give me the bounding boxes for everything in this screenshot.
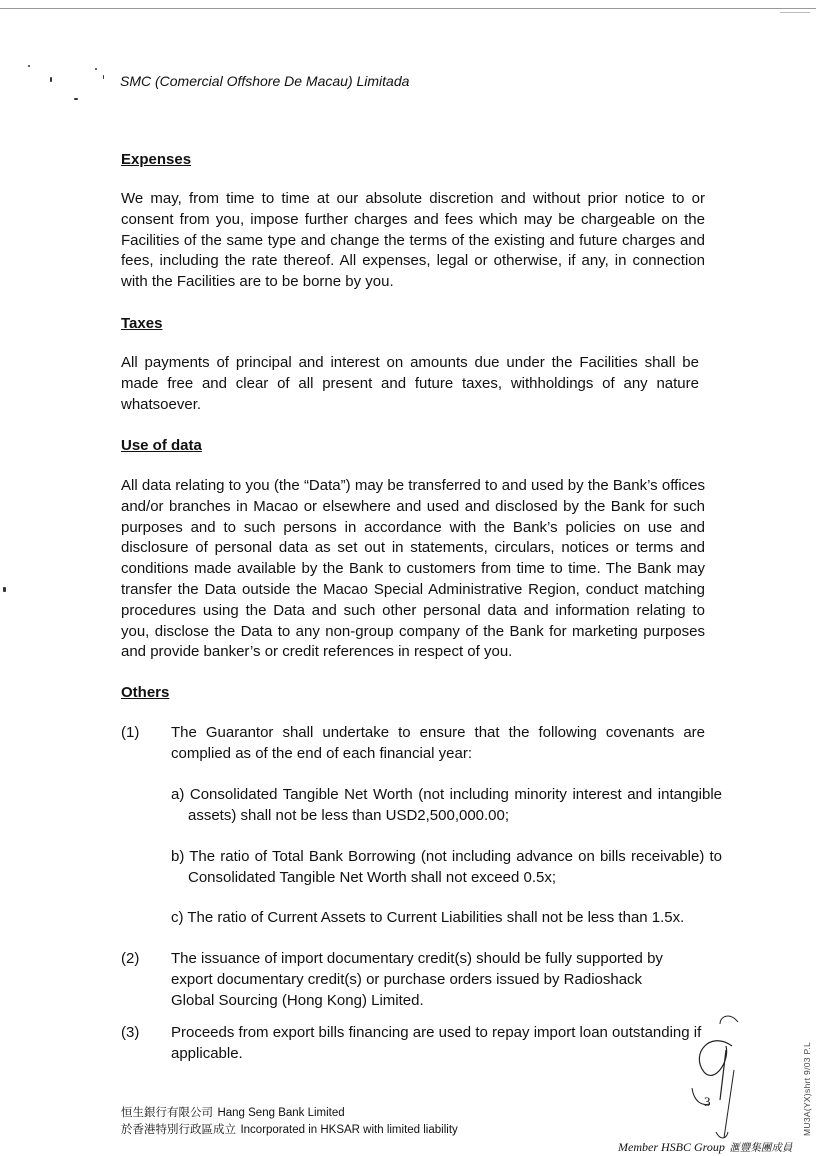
taxes-body: All payments of principal and interest on amounts due under the Facilities shall be made free and clear of all present and future taxes, withholdings of any nature whatsoever.: [121, 354, 699, 413]
item-text: Proceeds from export bills financing are used to repay import loan outstanding if applicable.: [171, 1024, 702, 1062]
scan-speck: [95, 68, 97, 70]
bank-name-chinese: 恒生銀行有限公司: [121, 1105, 213, 1119]
others-heading: Others: [121, 684, 170, 701]
item-number: (1): [121, 724, 140, 741]
top-scan-line: [0, 8, 816, 9]
form-code: MU3A(YX)shrt 9/03 P.L: [802, 1041, 812, 1136]
member-hsbc-group: [618, 1138, 792, 1156]
incorporation-english: Incorporated in HKSAR with limited liability: [240, 1124, 458, 1136]
sub-item: c) The ratio of Current Assets to Current Liabilities shall not be less than 1.5x.: [171, 909, 685, 926]
use-of-data-heading: Use of data: [121, 437, 202, 454]
page-number: 3: [704, 1094, 711, 1109]
sub-item: a) Consolidated Tangible Net Worth (not including minority interest and intangible assets) shall not be less than USD2,500,000.00;: [171, 786, 722, 824]
scan-speck: [3, 587, 6, 592]
scan-speck: [74, 98, 78, 100]
member-text-english: Member HSBC Group: [618, 1140, 725, 1154]
expenses-body: We may, from time to time at our absolute discretion and without prior notice to or consent from you, impose further charges and fees which may be chargeable on the Facilities of the same type and change the terms of the existing and future charges and fees, including the rate thereof. All expenses, legal or otherwise, if any, in connection with the Facilities are to be borne by you.: [121, 190, 705, 291]
item-number: (3): [121, 1024, 140, 1041]
use-of-data-body: All data relating to you (the “Data”) may be transferred to and used by the Bank’s offices and/or branches in Macao or elsewhere and used and disclosed by the Bank for such purposes and to such persons in accordance with the Bank’s policies on use and disclosure of personal data as set out in statements, circulars, notices or terms and conditions made available by the Bank to customers from time to time. The Bank may transfer the Data outside the Macao Special Administrative Region, conduct matching procedures using the Data and such other personal data and information relating to you, disclose the Data to any non-group company of the Bank for marketing purposes and provide banker’s or credit references in respect of you.: [121, 477, 705, 661]
sub-item: b) The ratio of Total Bank Borrowing (not including advance on bills receivable) to Consolidated Tangible Net Worth shall not exceed 0.5x;: [171, 848, 722, 886]
item-text: The Guarantor shall undertake to ensure that the following covenants are complied as of the end of each financial year:: [171, 724, 705, 762]
scan-speck: [50, 77, 52, 82]
footer-bank-line: [121, 1103, 345, 1121]
expenses-heading: Expenses: [121, 151, 192, 168]
bank-name-english: Hang Seng Bank Limited: [217, 1107, 345, 1119]
scan-speck: [103, 75, 104, 79]
top-scan-line-fragment: [780, 12, 810, 13]
initials-signature: [680, 1010, 750, 1140]
company-name: SMC (Comercial Offshore De Macau) Limitada: [120, 73, 410, 89]
scan-speck: [28, 65, 30, 67]
incorporation-chinese: 於香港特別行政區成立: [121, 1122, 236, 1136]
taxes-heading: Taxes: [121, 315, 163, 332]
member-text-chinese: 滙豐集團成員: [729, 1142, 793, 1154]
footer-incorporation-line: [121, 1120, 458, 1138]
item-text: The issuance of import documentary credit(s) should be fully supported by export documentary credit(s) or purchase orders issued by Radioshack Global Sourcing (Hong Kong) Limited.: [171, 950, 663, 1009]
item-number: (2): [121, 950, 140, 967]
